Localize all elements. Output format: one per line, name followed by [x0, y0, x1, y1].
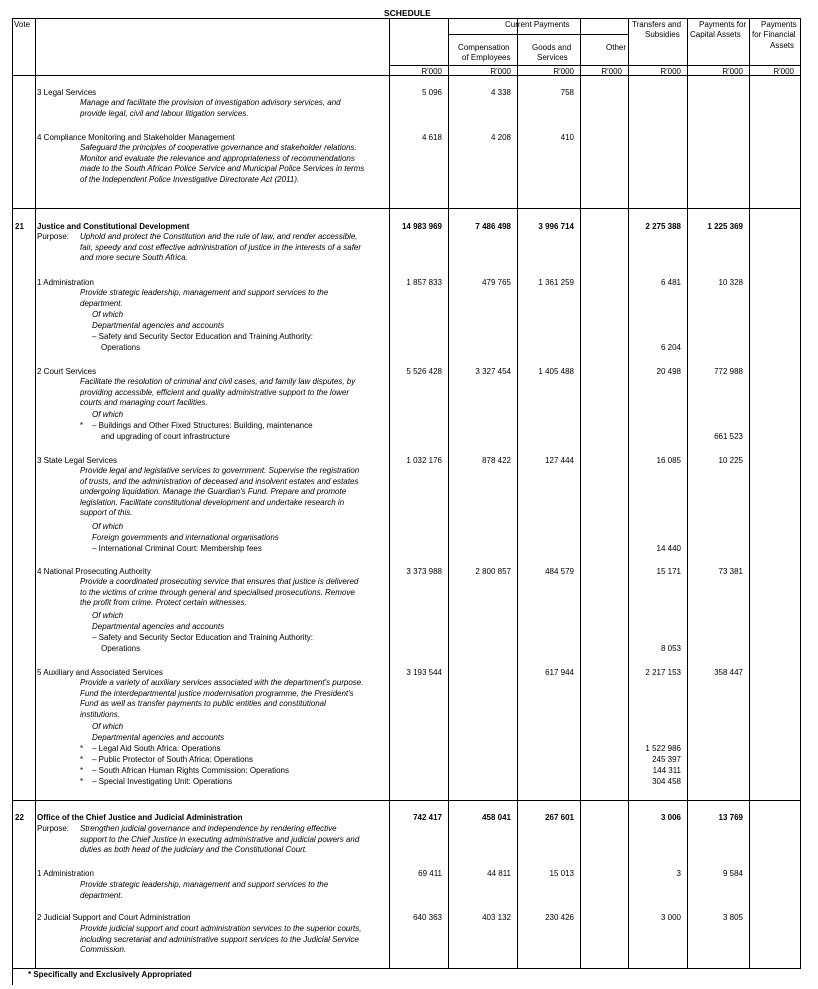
value-total: 5 096 [421, 88, 442, 97]
value-goods: 3 996 714 [538, 222, 574, 231]
value-transfers: 15 171 [656, 567, 681, 576]
col-header-financial: for Financial [752, 30, 796, 39]
programme-desc-line: Facilitate the resolution of criminal and civil cases, and family law disputes, by [80, 377, 356, 386]
purpose-line: support to the Chief Justice in executing administrative and judicial powers and [80, 834, 360, 844]
programme-desc-line: courts and managing court facilities. [80, 398, 208, 408]
of-which: Of which [92, 722, 124, 731]
item-label: and upgrading of court infrastructure [101, 432, 230, 441]
value-total: 742 417 [413, 813, 442, 822]
item-value: 6 204 [660, 343, 681, 352]
group-label: Departmental agencies and accounts [92, 321, 225, 330]
vote-title: Office of the Chief Justice and Judicial Administration [37, 813, 243, 822]
of-which: Of which [92, 611, 124, 620]
vote-number: 21 [15, 222, 24, 231]
item-label: – South African Human Rights Commission: Operations [92, 766, 289, 775]
col-header-capital: Capital Assets [690, 30, 741, 39]
value-goods: 230 426 [545, 913, 574, 922]
column-rule-8 [749, 18, 750, 968]
value-goods: 410 [560, 133, 574, 142]
value-goods: 617 944 [545, 668, 574, 677]
col-header-capital: Payments for [699, 20, 747, 29]
value-compensation: 3 327 454 [475, 367, 511, 376]
col-header-other: Other [606, 43, 627, 52]
programme-desc-line: made to the South African Police Service and Municipal Police Services in terms [80, 164, 365, 174]
programme-desc-line: Provide strategic leadership, management and support services to the [80, 880, 329, 889]
appropriated-star: * [80, 421, 84, 430]
item-value: 1 522 986 [645, 744, 681, 753]
programme-desc-line: Provide a variety of auxiliary services associated with the department's purpose. [80, 678, 364, 687]
current-payments-rule [448, 34, 628, 35]
value-transfers: 3 006 [660, 813, 681, 822]
purpose-line: Strengthen judicial governance and independence by rendering effective [80, 824, 337, 833]
of-which: Of which [92, 410, 124, 419]
programme-desc-line: of trusts, and the administration of deceased and insolvent estates and estates [80, 476, 359, 486]
item-label: – Legal Aid South Africa: Operations [92, 744, 221, 753]
appropriated-star: * [80, 777, 84, 786]
col-header-transfers: Subsidies [645, 30, 680, 39]
item-value: 304 458 [652, 777, 681, 786]
value-transfers: 3 [676, 869, 681, 878]
value-total: 1 857 833 [406, 278, 442, 287]
value-goods: 1 361 259 [538, 278, 574, 287]
col-header-financial: Assets [770, 41, 795, 50]
programme-desc-line: Commission. [80, 945, 127, 955]
programme-desc-line: Manage and facilitate the provision of investigation advisory services, and [80, 98, 341, 107]
appropriated-star: * [80, 755, 84, 764]
value-compensation: 4 338 [490, 88, 511, 97]
of-which: Of which [92, 310, 124, 319]
value-capital: 10 328 [718, 278, 743, 287]
value-goods: 484 579 [545, 567, 574, 576]
item-label: Operations [101, 343, 141, 352]
item-label: – Safety and Security Sector Education and Training Authority: [92, 633, 314, 642]
value-compensation: 2 800 857 [475, 567, 511, 576]
value-transfers: 3 000 [660, 913, 681, 922]
item-label: – Buildings and Other Fixed Structures: Building, maintenance [92, 421, 313, 430]
value-compensation: 7 486 498 [475, 222, 511, 231]
programme-title: 2 Judicial Support and Court Administration [37, 913, 191, 922]
item-label: – Safety and Security Sector Education and Training Authority: [92, 332, 314, 341]
column-rule-5 [580, 18, 581, 968]
value-transfers: 2 217 153 [645, 668, 681, 677]
value-capital: 73 381 [718, 567, 743, 576]
column-rule-1 [35, 18, 36, 968]
value-compensation: 44 811 [487, 869, 511, 878]
table-top-rule [12, 18, 801, 19]
programme-desc-line: Monitor and evaluate the relevance and appropriateness of recommendations [80, 153, 355, 163]
programme-desc-line: the profit from crime. Protect certain witnesses. [80, 598, 247, 608]
programme-desc-line: including secretariat and administrative support services to the Judicial Service [80, 934, 359, 944]
value-goods: 1 405 488 [538, 367, 574, 376]
item-value: 8 053 [660, 644, 681, 653]
value-capital: 772 988 [714, 367, 743, 376]
item-label: – International Criminal Court: Membership fees [92, 544, 262, 553]
value-total: 640 363 [413, 913, 442, 922]
value-goods: 758 [560, 88, 574, 97]
value-goods: 267 601 [545, 813, 574, 822]
value-capital: 9 584 [722, 869, 743, 878]
programme-title: 1 Administration [37, 278, 94, 287]
value-total: 3 373 988 [406, 567, 442, 576]
programme-desc-line: providing accessible, efficient and quality administrative support to the lower [80, 387, 350, 397]
column-rule-6 [628, 18, 629, 968]
column-rule-9 [800, 18, 801, 968]
value-goods: 15 013 [549, 869, 574, 878]
programme-title: 1 Administration [37, 869, 94, 878]
programme-desc-line: support of this. [80, 508, 133, 518]
value-total: 4 618 [421, 133, 442, 142]
programme-title: 5 Auxiliary and Associated Services [37, 668, 163, 677]
purpose-line: and more secure South Africa. [80, 253, 188, 263]
value-total: 1 032 176 [406, 456, 442, 465]
footnote: * Specifically and Exclusively Appropriated [28, 970, 192, 979]
value-total: 3 193 544 [406, 668, 442, 677]
programme-desc-line: Safeguard the principles of cooperative governance and stakeholder relations. [80, 143, 357, 152]
purpose-line: Uphold and protect the Constitution and the rule of law, and render accessible, [80, 232, 358, 241]
programme-title: 2 Court Services [37, 367, 97, 376]
unit-label-3: R'000 [601, 67, 622, 76]
item-value: 144 311 [652, 766, 681, 775]
value-capital: 13 769 [718, 813, 743, 822]
value-compensation: 479 765 [482, 278, 511, 287]
item-label: – Special Investigating Unit: Operations [92, 777, 233, 786]
programme-desc-line: Fund the interdepartmental justice modernisation programme, the President's [80, 688, 354, 698]
column-rule-2 [389, 18, 390, 968]
group-label: Departmental agencies and accounts [92, 733, 225, 742]
purpose-line: fair, speedy and cost effective administration of justice in the interests of a safer [80, 242, 362, 252]
programme-desc-line: of the Independent Police Investigative Directorate Act (2011). [80, 174, 300, 184]
item-label: – Public Protector of South Africa: Operations [92, 755, 253, 764]
group-label: Foreign governments and international organisations [92, 533, 279, 542]
value-transfers: 16 085 [656, 456, 681, 465]
purpose-label: Purpose: [37, 824, 70, 833]
unit-label-2: R'000 [553, 67, 574, 76]
programme-desc-line: legislation. Facilitate constitutional development and undertake research in [80, 497, 345, 507]
value-capital: 1 225 369 [707, 222, 743, 231]
value-total: 14 983 969 [401, 222, 442, 231]
value-capital: 358 447 [714, 668, 743, 677]
item-value: 661 523 [714, 432, 743, 441]
page-title: SCHEDULE [384, 8, 431, 18]
unit-label-5: R'000 [722, 67, 743, 76]
item-value: 245 397 [652, 755, 681, 764]
programme-desc-line: Provide a coordinated prosecuting service that ensures that justice is delivered [80, 577, 359, 586]
value-total: 69 411 [418, 869, 442, 878]
column-rule-7 [687, 18, 688, 968]
of-which: Of which [92, 522, 124, 531]
column-rule-4 [517, 18, 518, 968]
col-header-goods-services: Goods and [532, 43, 572, 52]
purpose-line: duties as both head of the judiciary and the Constitutional Court. [80, 845, 308, 855]
item-value: 14 440 [656, 544, 681, 553]
programme-title: 3 Legal Services [37, 88, 97, 97]
table-bottom-rule [12, 968, 801, 969]
unit-label-4: R'000 [660, 67, 681, 76]
programme-desc-line: to the victims of crime through general and specialised prosecutions. Remove [80, 587, 355, 597]
col-header-compensation: of Employees [462, 53, 511, 62]
programme-title: 4 National Prosecuting Authority [37, 567, 151, 576]
vote-separator-rule [12, 208, 801, 209]
item-label: Operations [101, 644, 141, 653]
vote-number: 22 [15, 813, 24, 822]
vote-separator-rule-2 [12, 800, 801, 801]
col-header-current-payments: Current Payments [505, 20, 570, 29]
programme-title: 3 State Legal Services [37, 456, 118, 465]
value-total: 5 526 428 [406, 367, 442, 376]
column-rule-3 [448, 18, 449, 968]
value-compensation: 403 132 [482, 913, 511, 922]
value-transfers: 2 275 388 [645, 222, 681, 231]
col-header-goods-services: Services [537, 53, 568, 62]
unit-row-rule [389, 65, 801, 66]
unit-label-1: R'000 [490, 67, 511, 76]
value-compensation: 458 041 [482, 813, 511, 822]
programme-desc-line: department. [80, 890, 123, 900]
value-goods: 127 444 [545, 456, 574, 465]
value-capital: 10 225 [718, 456, 743, 465]
vote-title: Justice and Constitutional Development [37, 222, 190, 231]
programme-desc-line: department. [80, 298, 123, 308]
col-header-financial: Payments [761, 20, 797, 29]
value-transfers: 6 481 [660, 278, 681, 287]
value-compensation: 878 422 [482, 456, 511, 465]
programme-desc-line: provide legal, civil and labour litigation services. [80, 108, 249, 118]
value-compensation: 4 208 [490, 133, 511, 142]
group-label: Departmental agencies and accounts [92, 622, 225, 631]
programme-desc-line: Provide legal and legislative services to government. Supervise the registration [80, 466, 360, 475]
value-transfers: 20 498 [656, 367, 681, 376]
col-header-compensation: Compensation [458, 43, 510, 52]
appropriated-star: * [80, 766, 84, 775]
programme-desc-line: Fund as well as transfer payments to public entities and constitutional [80, 699, 326, 709]
unit-label-6: R'000 [773, 67, 794, 76]
programme-desc-line: undergoing liquidation. Manage the Guardian's Fund. Prepare and promote [80, 487, 347, 497]
programme-desc-line: institutions. [80, 709, 121, 719]
value-capital: 3 805 [722, 913, 743, 922]
purpose-label: Purpose: [37, 232, 70, 241]
programme-desc-line: Provide judicial support and court administration services to the superior courts, [80, 924, 362, 933]
programme-desc-line: Provide strategic leadership, management and support services to the [80, 288, 329, 297]
programme-title: 4 Compliance Monitoring and Stakeholder Management [37, 133, 235, 142]
unit-label-0: R'000 [421, 67, 442, 76]
appropriated-star: * [80, 744, 84, 753]
col-header-vote: Vote [14, 20, 31, 29]
column-rule-0 [12, 18, 13, 985]
col-header-transfers: Transfers and [632, 20, 682, 29]
